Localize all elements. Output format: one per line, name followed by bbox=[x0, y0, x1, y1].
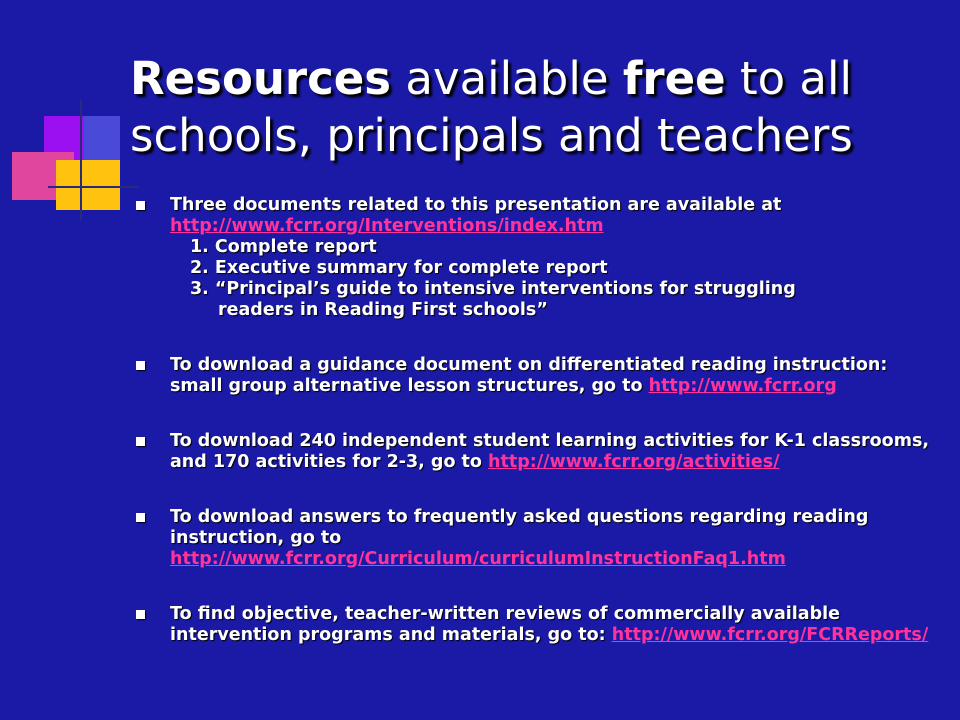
bullet-item-reviews bbox=[132, 604, 942, 646]
link-faq[interactable]: http://www.fcrr.org/Curriculum/curriculumInstructionFaq1.htm bbox=[170, 549, 786, 569]
bullet-text: To download 240 independent student learning activities for K-1 classrooms, and 170 activities for 2-3, go to bbox=[170, 431, 930, 472]
decor-line-horizontal bbox=[48, 186, 138, 188]
title-text-2: to all schools, principals and teachers bbox=[130, 52, 853, 162]
square-bullet-icon bbox=[136, 437, 145, 446]
decor-line-vertical bbox=[80, 100, 82, 220]
title-word-free: free bbox=[622, 52, 726, 105]
slide-title bbox=[130, 50, 930, 164]
square-bullet-icon bbox=[136, 610, 145, 619]
decor-square-yellow bbox=[56, 160, 120, 210]
square-bullet-icon bbox=[136, 361, 145, 370]
bullet-item-activities bbox=[132, 431, 942, 473]
sub-item-1: 1. Complete report bbox=[190, 237, 377, 257]
link-interventions[interactable]: http://www.fcrr.org/Interventions/index.htm bbox=[170, 216, 604, 236]
title-text-1: available bbox=[391, 52, 623, 105]
sub-item-3: 3. “Principal’s guide to intensive interventions for struggling bbox=[190, 279, 796, 299]
link-fcrr-home[interactable]: http://www.fcrr.org bbox=[648, 376, 837, 396]
link-fcrr-reports[interactable]: http://www.fcrr.org/FCRReports/ bbox=[611, 625, 929, 645]
square-bullet-icon bbox=[136, 201, 145, 210]
square-bullet-icon bbox=[136, 513, 145, 522]
link-activities[interactable]: http://www.fcrr.org/activities/ bbox=[488, 452, 780, 472]
decor-square-blue bbox=[84, 116, 120, 160]
bullet-item-guidance bbox=[132, 355, 942, 397]
bullet-text: Three documents related to this presentation are available at bbox=[170, 195, 782, 215]
sub-item-2: 2. Executive summary for complete report bbox=[190, 258, 608, 278]
bullet-text: To download a guidance document on differentiated reading instruction: small group alternative lesson structures, go to bbox=[170, 355, 888, 396]
bullet-text: To download answers to frequently asked questions regarding reading instruction, go to bbox=[170, 507, 869, 548]
bullet-item-faq bbox=[132, 507, 942, 570]
bullet-item-documents bbox=[132, 195, 942, 321]
sub-item-3-continued: readers in Reading First schools” bbox=[218, 300, 548, 320]
title-word-resources: Resources bbox=[130, 52, 392, 105]
bullet-text: To find objective, teacher-written reviews of commercially available intervention programs and materials, go to: bbox=[170, 604, 840, 645]
bullet-list bbox=[132, 195, 942, 680]
